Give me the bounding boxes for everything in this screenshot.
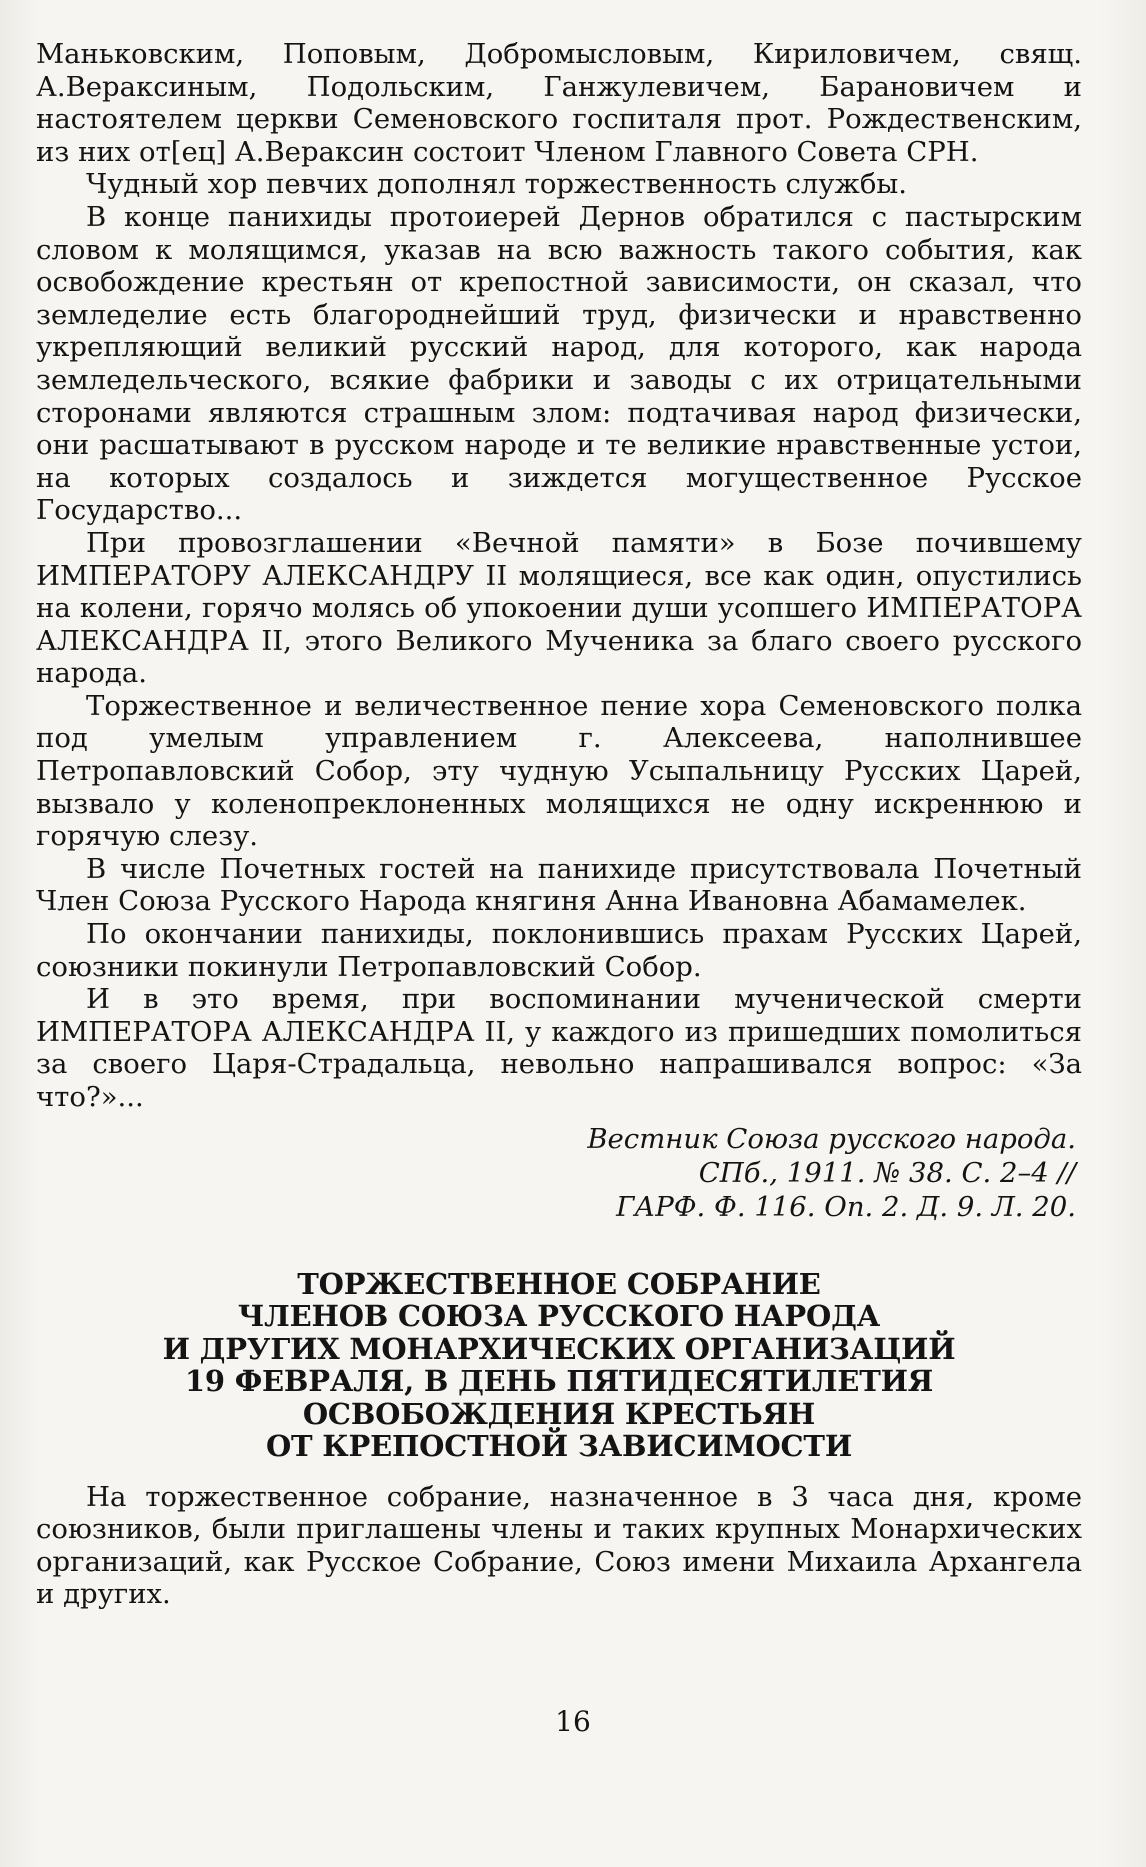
heading-line-2: ЧЛЕНОВ СОЮЗА РУССКОГО НАРОДА [237,1299,881,1334]
source-line-1: Вестник Союза русского народа. [587,1122,1076,1155]
heading-line-4: 19 ФЕВРАЛЯ, В ДЕНЬ ПЯТИДЕСЯТИЛЕТИЯ [184,1364,934,1399]
paragraph-departure: По окончании панихиды, поклонившись прахам Русских Царей, союзники покинули Петропавловский Собор. [36,918,1082,983]
paragraph-choir: Чудный хор певчих дополнял торжественность службы. [86,168,908,201]
paragraph-sermon: В конце панихиды протоиерей Дернов обратился с пастырским словом к молящимся, указав на всю важность такого события, как освобождение крестьян от крепостной зависимости, он сказал, что земледелие есть благороднейший труд, физически и нравственно укрепляющий великий русский народ, для которого, как народа земледельческого, всякие фабрики и заводы с их отрицательными сторонами являются страшным злом: подтачивая народ физически, они расшатывают в русском народе и те великие нравственные устои, на которых создалось и зиждется могущественное Русское Государство... [36,200,1082,527]
paragraph-question: И в это время, при воспоминании мученической смерти ИМПЕРАТОРА АЛЕКСАНДРА II, у каждого из пришедших помолиться за своего Царя-Страдальца, невольно напрашивался вопрос: «За что?»... [36,983,1082,1113]
page-number: 16 [555,1705,591,1738]
source-line-3: ГАРФ. Ф. 116. Оп. 2. Д. 9. Л. 20. [616,1190,1076,1223]
heading-line-5: ОСВОБОЖДЕНИЯ КРЕСТЬЯН [302,1396,816,1431]
heading-line-6: ОТ КРЕПОСТНОЙ ЗАВИСИМОСТИ [265,1429,853,1464]
page-content [36,38,1082,1611]
paragraph-singing: Торжественное и величественное пение хора Семеновского полка под умелым управлением г. Алексеева, наполнившее Петропавловский Собор, эту чудную Усыпальницу Русских Царей, вызвало у коленопреклоненных молящихся не одну искреннюю и горячую слезу. [36,689,1082,853]
paragraph-guests: В числе Почетных гостей на панихиде присутствовала Почетный Член Союза Русского Народа княгиня Анна Ивановна Абамамелек. [36,852,1082,918]
heading-line-3: И ДРУГИХ МОНАРХИЧЕСКИХ ОРГАНИЗАЦИЙ [162,1331,956,1366]
paragraph-clergy-list: Маньковским, Поповым, Добромысловым, Кириловичем, свящ. А.Вераксиным, Подольским, Ганжулевичем, Барановичем и настоятелем церкви Семеновского госпиталя прот. Рождественским, из них от[ец] А.Вераксин состоит Членом Главного Совета СРН. [36,38,1082,168]
source-citation [36,1122,1082,1224]
source-line-2: СПб., 1911. № 38. С. 2–4 // [698,1156,1076,1189]
section-heading [36,1268,1082,1463]
paragraph-assembly: На торжественное собрание, назначенное в 3 часа дня, кроме союзников, были приглашены члены и таких крупных Монархических организаций, как Русское Собрание, Союз имени Михаила Архангела и других. [36,1480,1082,1611]
heading-line-1: ТОРЖЕСТВЕННОЕ СОБРАНИЕ [297,1266,821,1301]
paragraph-eternal-memory: При провозглашении «Вечной памяти» в Бозе почившему ИМПЕРАТОРУ АЛЕКСАНДРУ II молящиеся, все как один, опустились на колени, горячо молясь об упокоении души усопшего ИМПЕРАТОРА АЛЕКСАНДРА II, этого Великого Мученика за благо своего русского народа. [36,526,1082,690]
